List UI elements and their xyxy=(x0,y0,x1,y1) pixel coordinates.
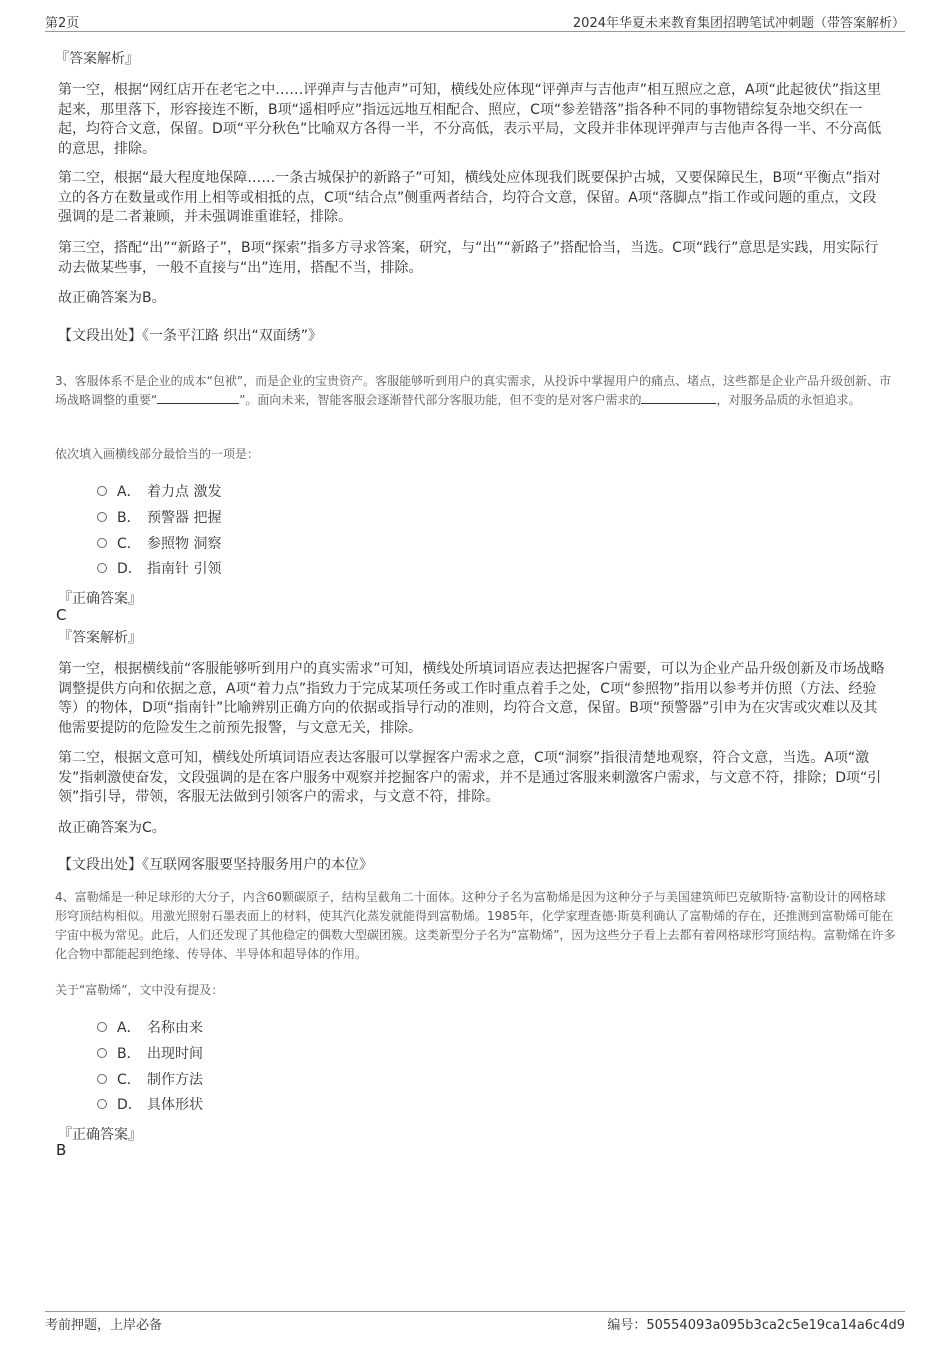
analysis-label: 『答案解析』 xyxy=(55,51,139,67)
fill-blank xyxy=(641,391,716,404)
radio-icon[interactable] xyxy=(97,1048,107,1058)
analysis-conclusion: 故正确答案为C。 xyxy=(58,820,166,836)
option-b[interactable]: B． 出现时间 xyxy=(97,1043,203,1063)
question-text: 3、客服体系不是企业的成本“包袱”，而是企业的宝贵资产。客服能够听到用户的真实需求，从投诉中掌握用户的痛点、堵点，这些都是企业产品升级创新、市场战略调整的重要“ ”。面向未来，智能客服会逐渐替代部分客服功能，但不变的是对客户需求的 ，对服务品质的永恒追求。 xyxy=(55,374,892,407)
source-citation: 【文段出处】《互联网客服要坚持服务用户的本位》 xyxy=(58,857,373,873)
analysis-paragraph: 第一空，根据“网红店开在老宅之中……评弹声与吉他声”可知，横线处应体现“评弹声与吉他声”相互照应之意，A项“此起彼伏”指这里起来，那里落下，形容接连不断，B项“遥相呼应”指远远地互相配合、照应，C项“参差错落”指各种不同的事物错综复杂地交织在一起，均符合文意，保留。D项“平分秋色”比喻双方各得一半，不分高低，表示平局，文段并非体现评弹声与吉他声各得一半、不分高低的意思，排除。 xyxy=(58,82,882,157)
radio-icon[interactable] xyxy=(97,1022,107,1032)
analysis-paragraph: 第一空，根据横线前“客服能够听到用户的真实需求”可知，横线处所填词语应表达把握客户需要，可以为企业产品升级创新及市场战略调整提供方向和依据之意，A项“着力点”指致力于完成某项任务或工作时重点着手之处，C项“参照物”指用以参考并仿照（方法、经验等）的物体，D项“指南针”比喻辨别正确方向的依据或指导行动的准则，均符合文意，保留。B项“预警器”引申为在灾害或灾难以及其他需要提防的危险发生之前预先报警，与文意无关，排除。 xyxy=(58,661,885,736)
header-divider xyxy=(45,31,905,32)
footer-serial: 编号：50554093a095b3ca2c5e19ca14a6c4d9 xyxy=(607,1318,905,1333)
option-b[interactable]: B． 预警器 把握 xyxy=(97,507,221,527)
question-text: 4、富勒烯是一种足球形的大分子，内含60颗碳原子，结构呈截角二十面体。这种分子名为富勒烯是因为这种分子与美国建筑师巴克敏斯特·富勒设计的网格球形穹顶结构相似。用激光照射石墨表面上的材料，使其汽化蒸发就能得到富勒烯。1985年，化学家理查德·斯莫利确认了富勒烯的存在，还推测到富勒烯可能在宇宙中极为常见。此后，人们还发现了其他稳定的偶数大型碳团簇。这类新型分子名为“富勒烯”，因为这些分子看上去都有着网格球形穹顶结构。富勒烯在许多化合物中都能起到绝缘、传导体、半导体和超导体的作用。 xyxy=(55,890,896,961)
footer-slogan: 考前押题，上岸必备 xyxy=(45,1318,163,1333)
radio-icon[interactable] xyxy=(97,538,107,548)
fill-blank xyxy=(157,391,239,404)
page-number: 第2页 xyxy=(45,16,80,31)
document-title: 2024年华夏未来教育集团招聘笔试冲刺题（带答案解析） xyxy=(572,16,905,31)
correct-answer: C xyxy=(56,606,67,624)
option-d[interactable]: D． 指南针 引领 xyxy=(97,558,221,578)
analysis-conclusion: 故正确答案为B。 xyxy=(58,290,166,306)
correct-answer: B xyxy=(56,1141,67,1159)
analysis-paragraph: 第二空，根据“最大程度地保障……一条古城保护的新路子”可知，横线处应体现我们既要保护古城，又要保障民生，B项“平衡点”指对立的各方在数量或作用上相等或相抵的点，C项“结合点”侧重两者结合，均符合文意，保留。A项“落脚点”指工作或问题的重点，文段强调的是二者兼顾，并未强调谁重谁轻，排除。 xyxy=(58,170,881,225)
option-d[interactable]: D． 具体形状 xyxy=(97,1094,203,1114)
radio-icon[interactable] xyxy=(97,563,107,573)
correct-answer-label: 『正确答案』 xyxy=(58,591,142,607)
footer-divider xyxy=(45,1311,905,1312)
question-prompt: 关于“富勒烯”，文中没有提及： xyxy=(55,983,224,997)
radio-icon[interactable] xyxy=(97,1099,107,1109)
radio-icon[interactable] xyxy=(97,486,107,496)
radio-icon[interactable] xyxy=(97,1074,107,1084)
analysis-paragraph: 第三空，搭配“出”“新路子”，B项“探索”指多方寻求答案，研究，与“出”“新路子”搭配恰当，当选。C项“践行”意思是实践，用实际行动去做某些事，一般不直接与“出”连用，搭配不当，排除。 xyxy=(58,240,879,276)
option-a[interactable]: A． 名称由来 xyxy=(97,1017,203,1037)
correct-answer-label: 『正确答案』 xyxy=(58,1127,142,1143)
option-c[interactable]: C． 制作方法 xyxy=(97,1069,203,1089)
radio-icon[interactable] xyxy=(97,512,107,522)
source-citation: 【文段出处】《一条平江路 织出“双面绣”》 xyxy=(58,328,322,344)
analysis-label: 『答案解析』 xyxy=(58,630,142,646)
option-a[interactable]: A． 着力点 激发 xyxy=(97,481,221,501)
question-prompt: 依次填入画横线部分最恰当的一项是： xyxy=(55,447,260,461)
option-c[interactable]: C． 参照物 洞察 xyxy=(97,533,221,553)
analysis-paragraph: 第二空，根据文意可知，横线处所填词语应表达客服可以掌握客户需求之意，C项“洞察”指很清楚地观察，符合文意，当选。A项“激发”指刺激使奋发，文段强调的是在客户服务中观察并挖掘客户的需求，并不是通过客服来刺激客户需求，与文意不符，排除；D项“引领”指引导，带领，客服无法做到引领客户的需求，与文意不符，排除。 xyxy=(58,750,882,805)
